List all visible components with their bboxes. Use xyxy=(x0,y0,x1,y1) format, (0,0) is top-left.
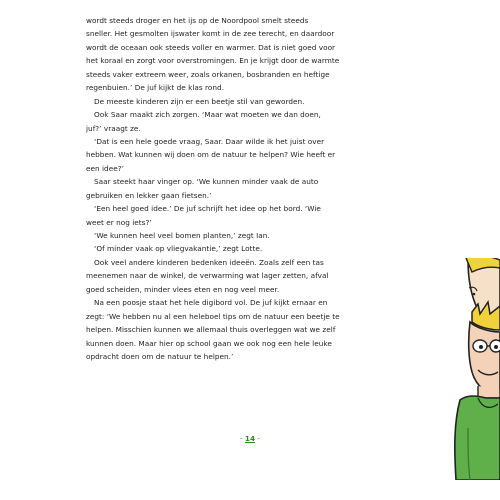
text-line: ‘Een heel goed idee.’ De juf schrijft het idee op het bord. ‘Wie xyxy=(94,204,321,214)
text-line: hebben. Wat kunnen wij doen om de natuur te helpen? Wie heeft er xyxy=(86,150,336,160)
text-line: Ook Saar maakt zich zorgen. ‘Maar wat moeten we dan doen, xyxy=(94,110,321,120)
text-line: gebruiken en lekker gaan fietsen.’ xyxy=(86,190,212,200)
text-line: goed scheiden, minder vlees eten en nog veel meer. xyxy=(86,284,280,294)
page-number-suffix: - xyxy=(255,434,261,443)
text-line: kunnen doen. Maar hier op school gaan we ook nog een hele leuke xyxy=(86,338,332,348)
text-line: weet er nog iets?’ xyxy=(86,217,152,227)
text-line: sneller. Het gesmolten ijswater komt in de zee terecht, en daardoor xyxy=(86,29,335,39)
page-number-prefix: - xyxy=(239,434,245,443)
front-child xyxy=(455,302,500,480)
text-line: De meeste kinderen zijn er een beetje stil van geworden. xyxy=(94,96,305,106)
text-line: wordt de oceaan ook steeds voller en warmer. Dat is niet goed voor xyxy=(86,42,336,52)
text-line: het koraal en zorgt voor overstromingen. En je krijgt door de warmte xyxy=(86,56,340,66)
text-line: juf?’ vraagt ze. xyxy=(86,123,141,133)
page-number-value: 14 xyxy=(244,434,256,443)
text-line: opdracht doen om de natuur te helpen.’ xyxy=(86,351,234,361)
text-line: wordt steeds droger en het ijs op de Noordpool smelt steeds xyxy=(86,16,309,25)
text-line: een idee?’ xyxy=(86,163,124,173)
text-line: regenbuien.’ De juf kijkt de klas rond. xyxy=(86,83,225,93)
text-line: meenemen naar de winkel, de verwarming wat lager zetten, afval xyxy=(86,271,329,281)
text-line: ‘Dat is een hele goede vraag, Saar. Daar wilde ik het juist over xyxy=(94,136,325,146)
text-line: zegt: ‘We hebben nu al een heleboel tips om de natuur een beetje te xyxy=(86,311,340,321)
text-line: Ook veel andere kinderen bedenken ideeën. Zoals zelf een tas xyxy=(94,257,324,267)
text-line: steeds vaker extreem weer, zoals orkanen, bosbranden en heftige xyxy=(86,69,330,79)
text-line: Saar steekt haar vinger op. ‘We kunnen minder vaak de auto xyxy=(94,177,319,187)
story-text xyxy=(86,14,370,363)
text-line: Na een poosje staat het hele digibord vol. De juf kijkt ernaar en xyxy=(94,298,328,308)
cartoon-children-illustration xyxy=(368,258,500,480)
text-line: ‘We kunnen heel veel bomen planten,’ zegt Ian. xyxy=(94,231,270,240)
text-line: helpen. Misschien kunnen we allemaal thuis overleggen wat we zelf xyxy=(86,325,336,335)
text-line: ‘Of minder vaak op vliegvakantie,’ zegt Lotte. xyxy=(94,244,263,254)
